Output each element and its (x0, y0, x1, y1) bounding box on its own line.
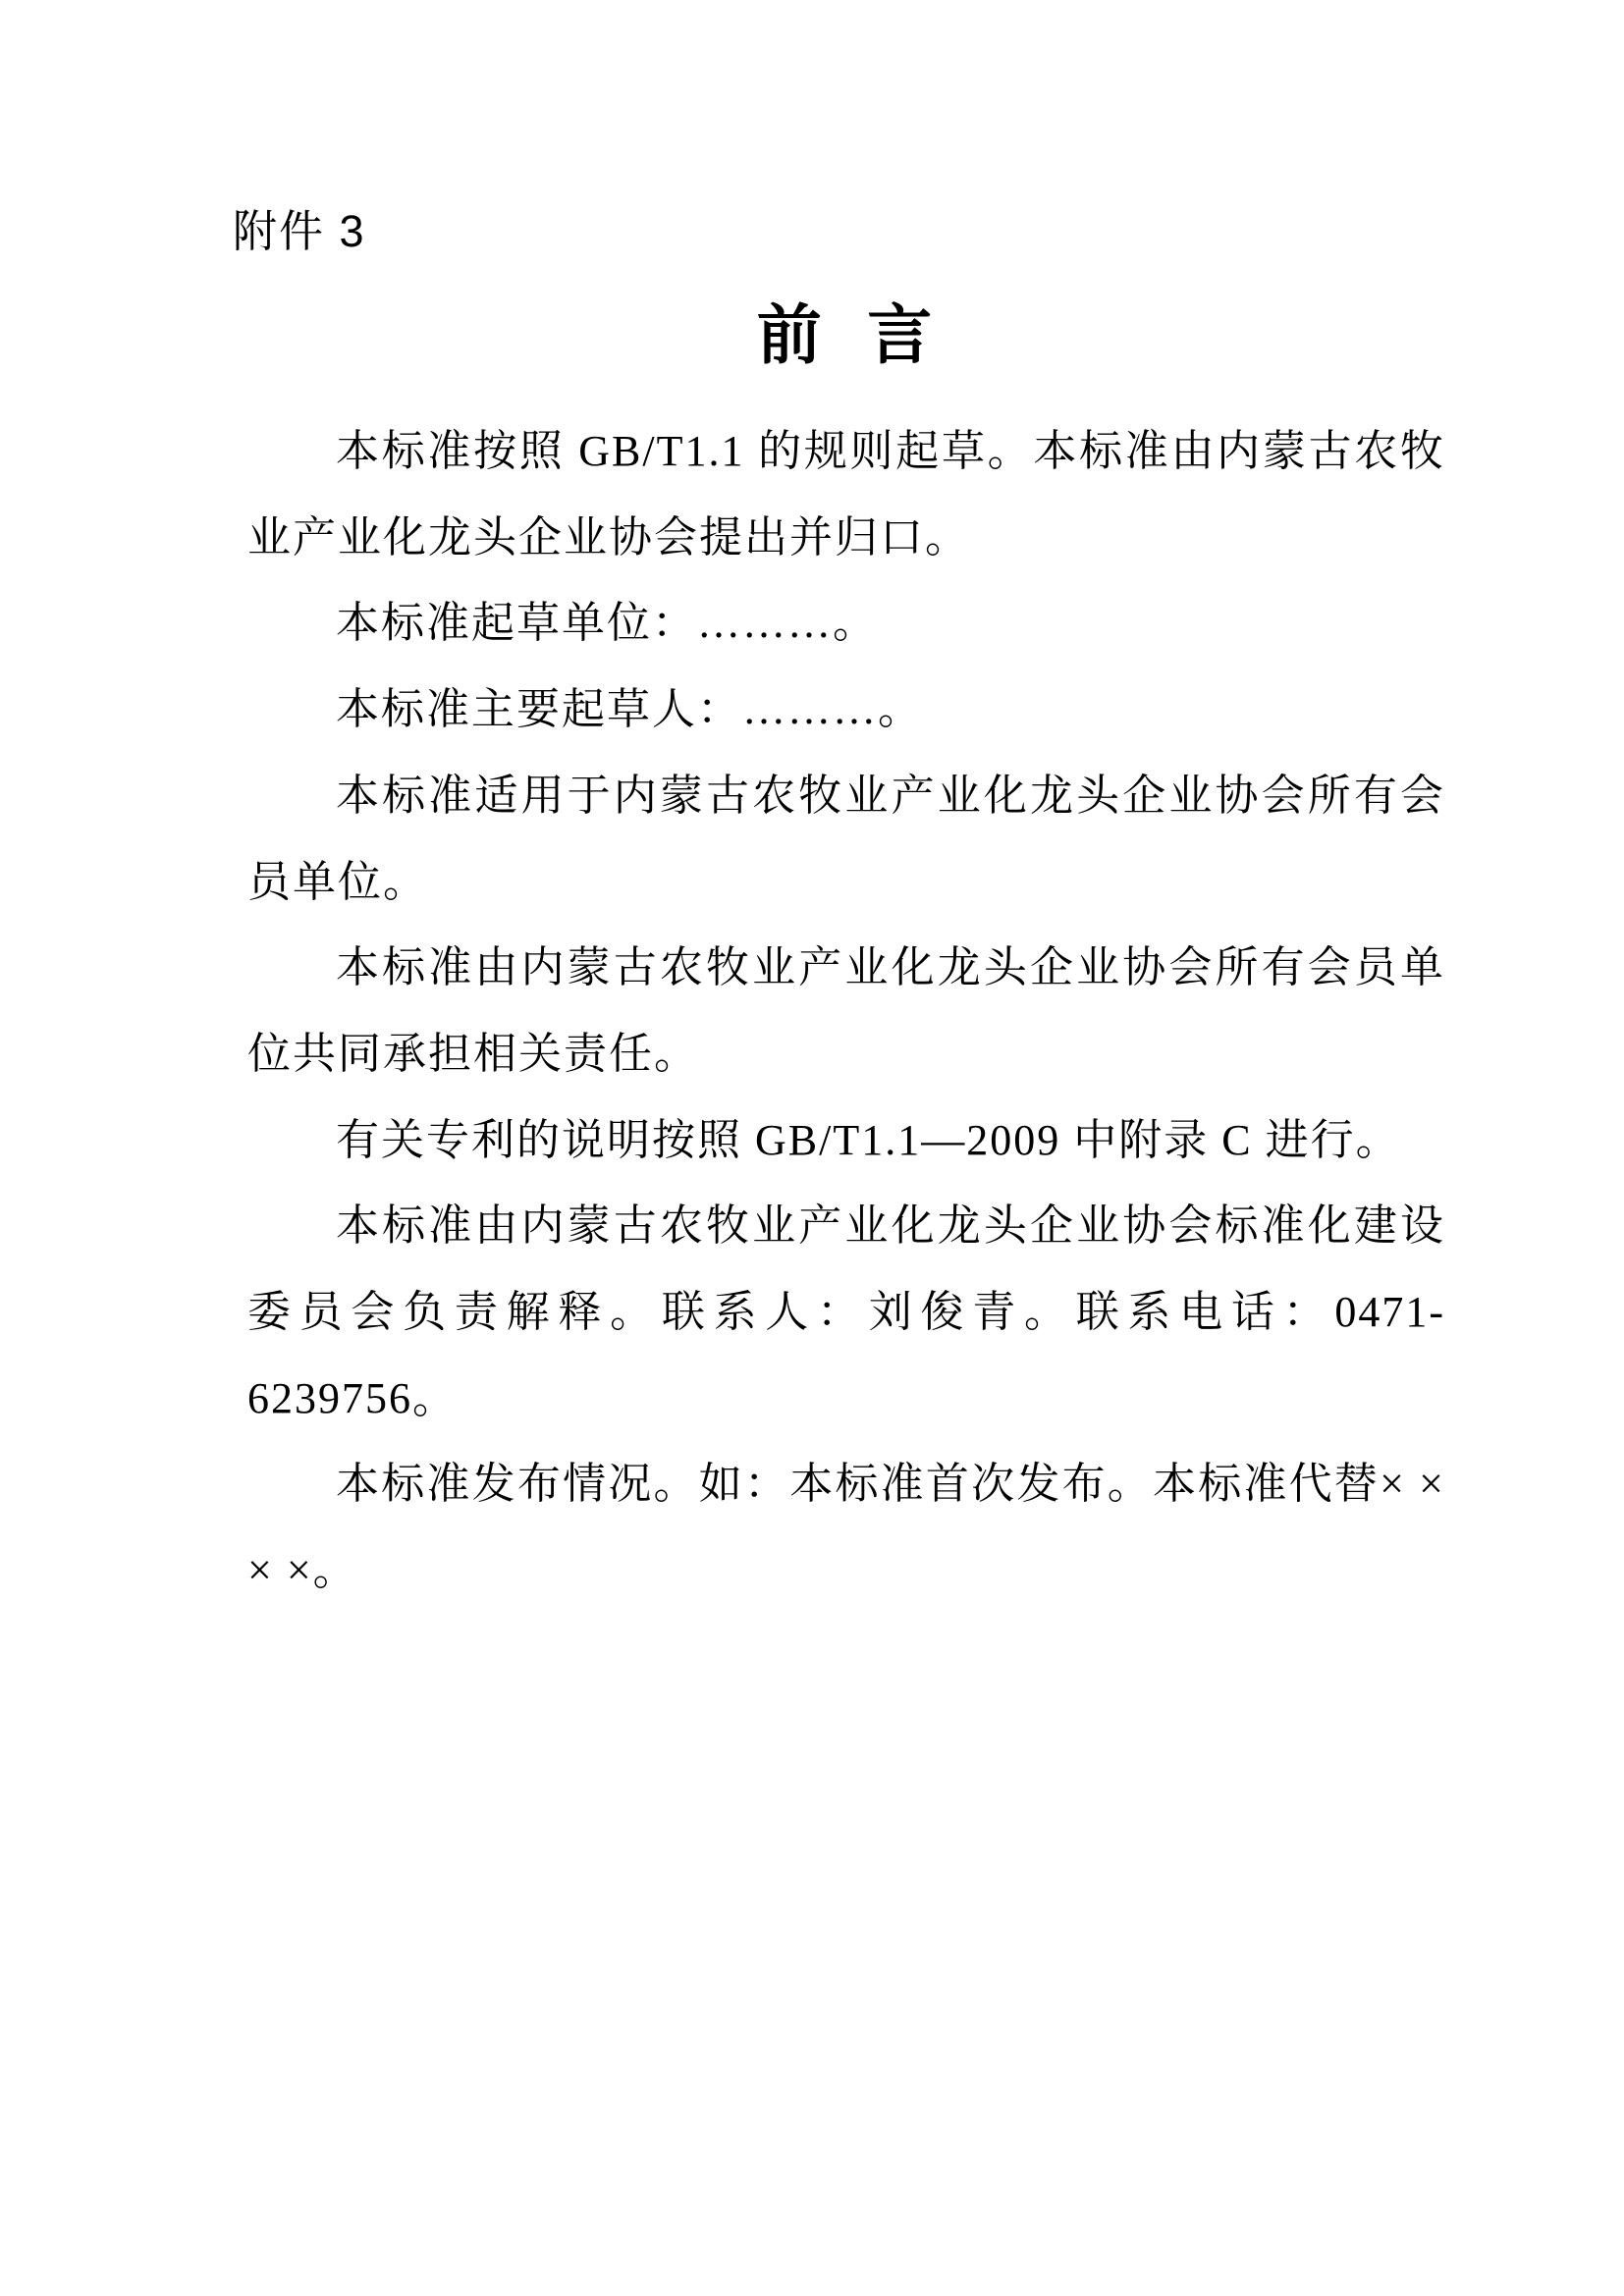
paragraph-interpretation-contact: 本标准由内蒙古农牧业产业化龙头企业协会标准化建设委员会负责解释。联系人：刘俊青。联系电话：0471-6239756。 (247, 1201, 1445, 1422)
paragraph-publication-status: 本标准发布情况。如：本标准首次发布。本标准代替× × × ×。 (247, 1460, 1445, 1595)
paragraph-drafting-unit: 本标准起草单位：………。 (336, 599, 878, 648)
page-title: 前 言 (756, 300, 937, 372)
paragraph-main-drafters: 本标准主要起草人：………。 (336, 685, 923, 734)
paragraph-patent-note: 有关专利的说明按照 GB/T1.1—2009 中附录 C 进行。 (336, 1115, 1401, 1164)
paragraph-responsibility: 本标准由内蒙古农牧业产业化龙头企业协会所有会员单位共同承担相关责任。 (247, 943, 1445, 1078)
paragraph-drafting-rules: 本标准按照 GB/T1.1 的规则起草。本标准由内蒙古农牧业产业化龙头企业协会提出并归口。 (247, 427, 1445, 561)
attachment-label: 附件 3 (233, 206, 366, 256)
paragraph-scope: 本标准适用于内蒙古农牧业产业化龙头企业协会所有会员单位。 (247, 771, 1445, 906)
document-body (247, 408, 1445, 1614)
